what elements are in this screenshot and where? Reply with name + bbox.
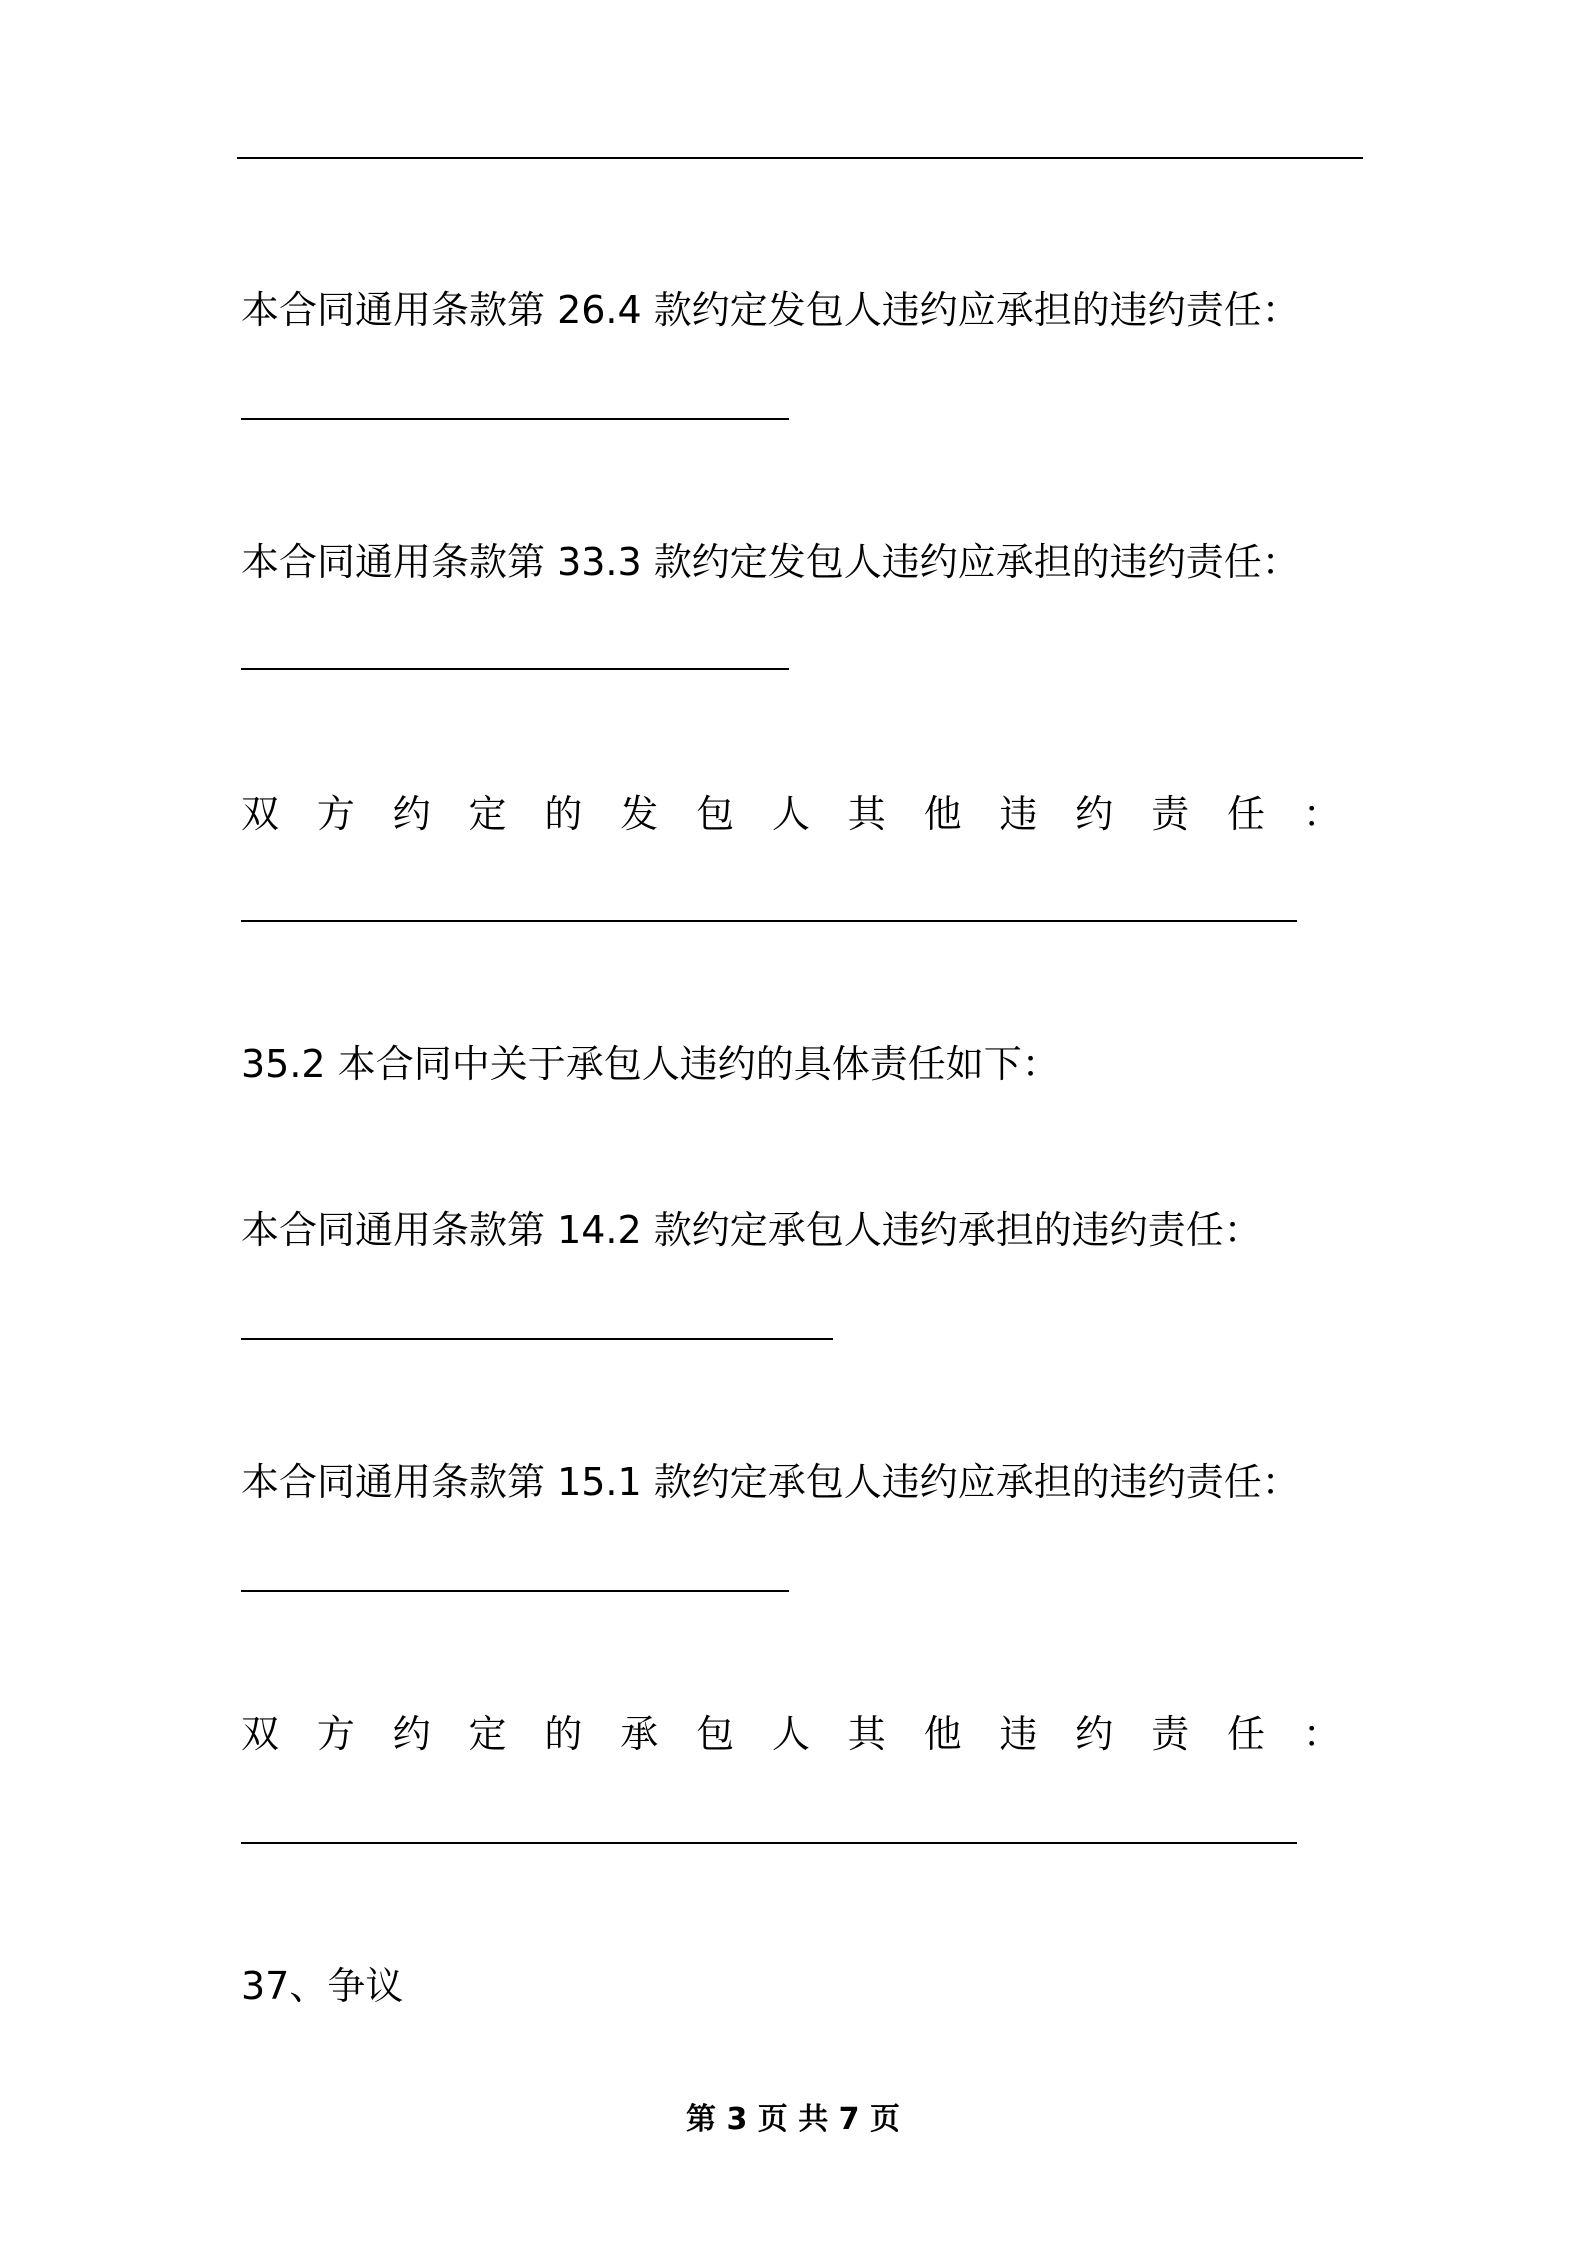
char: 的 — [544, 792, 583, 836]
contractor-other-liability-text — [241, 1710, 1341, 1758]
char: 的 — [544, 1712, 583, 1756]
char: 其 — [847, 792, 886, 836]
employer-other-liability-text — [241, 790, 1341, 838]
clause-15-1-text: 本合同通用条款第 15.1 款约定承包人违约应承担的违约责任： — [241, 1460, 1300, 1504]
header-rule — [237, 157, 1363, 159]
char: 约 — [1075, 792, 1114, 836]
char: 定 — [468, 792, 507, 836]
char: 其 — [847, 1712, 886, 1756]
char: 约 — [392, 792, 431, 836]
char: 违 — [999, 1712, 1038, 1756]
char: 方 — [316, 792, 355, 836]
fill-in-blank-14-2 — [241, 1338, 833, 1340]
char: 双 — [241, 1712, 280, 1756]
char: 双 — [241, 792, 280, 836]
clause-14-2-text: 本合同通用条款第 14.2 款约定承包人违约承担的违约责任： — [241, 1208, 1262, 1252]
char: 他 — [923, 1712, 962, 1756]
char: ： — [1302, 792, 1341, 836]
char: 他 — [923, 792, 962, 836]
char: 违 — [999, 792, 1038, 836]
char: ： — [1302, 1712, 1341, 1756]
clause-33-3-text: 本合同通用条款第 33.3 款约定发包人违约应承担的违约责任： — [241, 540, 1300, 584]
section-37-heading: 37、争议 — [241, 1964, 404, 2008]
fill-in-blank-15-1 — [241, 1590, 789, 1592]
char: 任 — [1226, 1712, 1265, 1756]
fill-in-blank-33-3 — [241, 668, 789, 670]
char: 方 — [316, 1712, 355, 1756]
char: 约 — [392, 1712, 431, 1756]
char: 约 — [1075, 1712, 1114, 1756]
char: 发 — [620, 792, 659, 836]
clause-26-4-text: 本合同通用条款第 26.4 款约定发包人违约应承担的违约责任： — [241, 288, 1300, 332]
char: 包 — [696, 1712, 735, 1756]
fill-in-blank-employer-other — [241, 920, 1297, 922]
char: 责 — [1151, 1712, 1190, 1756]
char: 人 — [771, 1712, 810, 1756]
fill-in-blank-26-4 — [241, 418, 789, 420]
char: 人 — [771, 792, 810, 836]
section-35-2-heading: 35.2 本合同中关于承包人违约的具体责任如下： — [241, 1042, 1060, 1086]
char: 包 — [696, 792, 735, 836]
char: 任 — [1226, 792, 1265, 836]
char: 责 — [1151, 792, 1190, 836]
char: 定 — [468, 1712, 507, 1756]
fill-in-blank-contractor-other — [241, 1842, 1297, 1844]
page-number: 第 3 页 共 7 页 — [686, 2102, 900, 2137]
char: 承 — [620, 1712, 659, 1756]
